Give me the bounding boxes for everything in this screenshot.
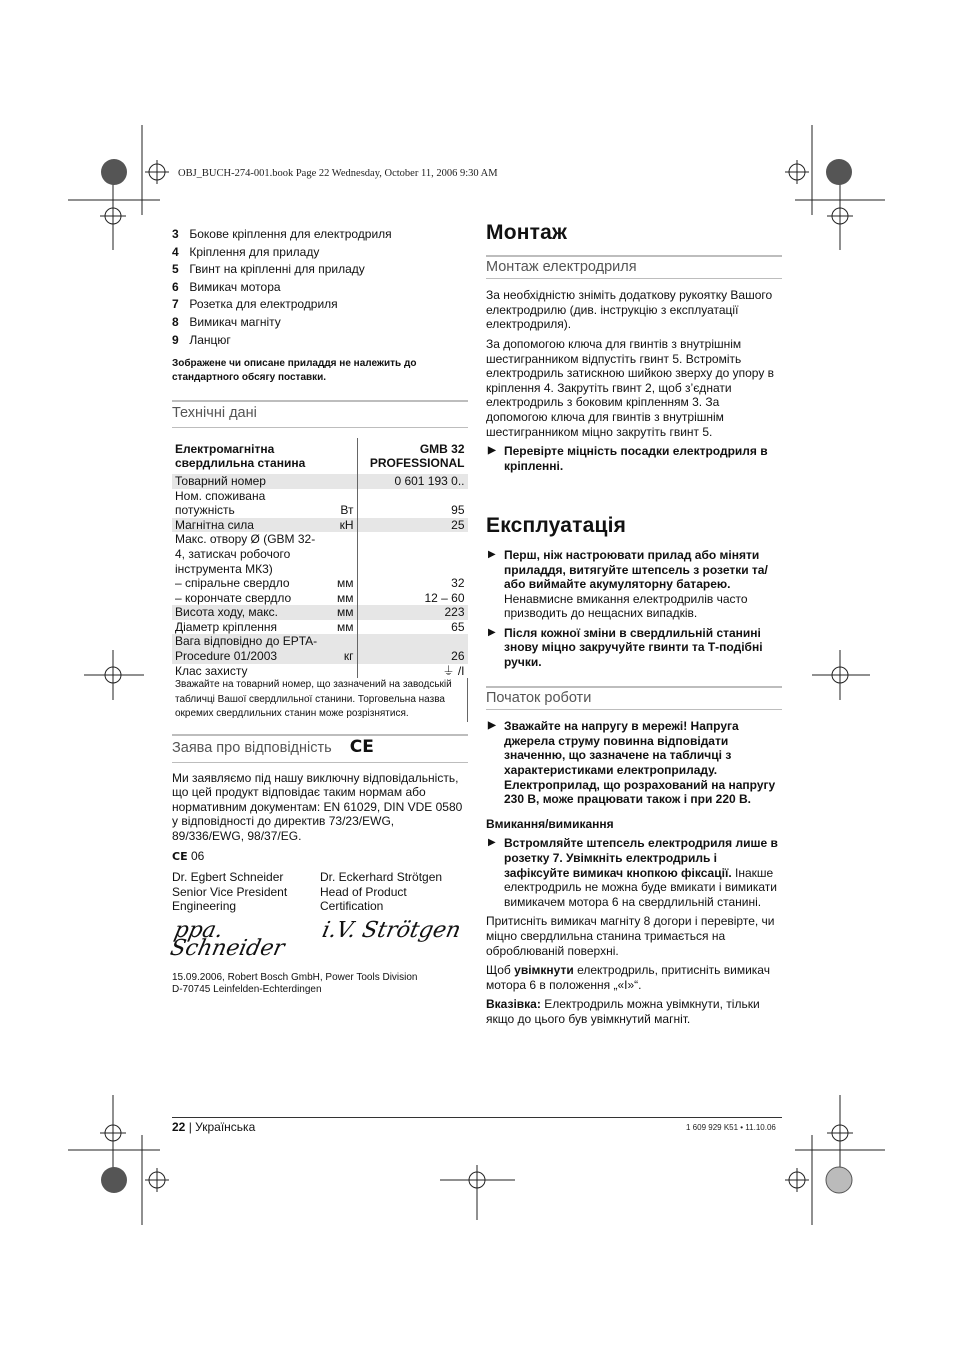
list-item: 3 Бокове кріплення для електродриля [172, 227, 392, 241]
registration-disk-icon [101, 159, 127, 185]
bullet-triangle-icon: ▶ [488, 548, 496, 560]
footer-page-label: 22 | Українська [172, 1120, 256, 1134]
registration-disk-icon [826, 1167, 852, 1193]
company-address: 15.09.2006, Robert Bosch GmbH, Power Tools Division D-70745 Leinfelden-Echterdingen [172, 971, 418, 995]
table-row: – спіральне свердло мм 32 [175, 576, 465, 591]
onoff-paragraph: Щоб увімкнути електродриль, притисніть вимикач мотора 6 в положення „«I»“. [486, 963, 770, 992]
signature-1: ppa. Schneider [168, 917, 287, 961]
onoff-note: Вказівка: Електродриль можна увімкнути, тільки якщо до цього був увімкнутий магніт. [486, 997, 760, 1026]
table-row: Електромагнітна свердлильна станина GMB 32 PROFESSIONAL [172, 438, 468, 474]
registration-disk-icon [101, 1167, 127, 1193]
left-column [168, 226, 468, 996]
table-row: Ном. споживана потужність Вт 95 [175, 488, 465, 518]
list-item: 9 Ланцюг [172, 332, 231, 347]
exploit-bullet: ▶ Після кожної зміни в свердлильній станині знову міцно закручуйте гвинти та Т-подібні ручки. [488, 625, 763, 670]
parts-list [172, 226, 468, 349]
table-row: – корончате свердло мм 12 – 60 [175, 590, 465, 605]
registration-disk-icon [826, 159, 852, 185]
start-heading: Початок роботи [486, 686, 782, 711]
book-header: OBJ_BUCH-274-001.book Page 22 Wednesday, October 11, 2006 9:30 AM [178, 168, 498, 179]
bullet-triangle-icon: ▶ [488, 720, 496, 732]
ce-mark-small-icon: CE [172, 849, 188, 863]
montage-title: Монтаж [486, 221, 568, 244]
table-row [172, 678, 468, 722]
table-row: Магнітна сила кН 25 [172, 518, 468, 533]
list-item: 7 Розетка для електродриля [172, 297, 338, 312]
table-row: Клас захисту ⏚ /I [175, 663, 465, 678]
conformity-heading: Заява про відповідність CE [172, 734, 468, 763]
footer-code: 1 609 929 K51 • 11.10.06 [686, 1123, 776, 1132]
table-row: Діаметр кріплення мм 65 [175, 619, 465, 634]
footer-rule [172, 1117, 782, 1118]
signer-1: Dr. Egbert Schneider Senior Vice President Engineering [172, 870, 288, 914]
table-row: Вага відповідно до EPTA-Procedure 01/2003 кг 26 [172, 634, 468, 663]
bullet-triangle-icon: ▶ [488, 626, 496, 638]
signature-2: i.V. Strötgen [319, 917, 463, 943]
onoff-heading: Вмикання/вимикання [486, 816, 614, 831]
list-item: 5 Гвинт на кріпленні для приладу [172, 262, 365, 277]
conformity-text: Ми заявляємо під нашу виключну відповідальність, що цей продукт відповідає таким нормам або нормативним документам: EN 61029, DIN VDE 0580 у відповідності до директив 73/23/EWG, 89/336/EWG, 98/37/EG. [172, 770, 463, 843]
accessory-note: Зображене чи описане приладдя не належить до стандартного обсягу поставки. [172, 358, 417, 383]
table-row: Товарний номер 0 601 193 0.. [172, 474, 468, 489]
list-item: 4 Кріплення для приладу [172, 244, 320, 259]
start-bullet: ▶ Зважайте на напругу в мережі! Напруга джерела струму повинна відповідати значенню, що зазначене на табличці з характеристиками електроприладу. Електроприлад, що розрахований на напругу 230 В, може працювати також і при 220 В. [488, 719, 776, 807]
tech-data-heading: Технічні дані [172, 400, 468, 428]
onoff-paragraph: Притисніть вимикач магніту 8 догори і перевірте, чи міцно свердлильна станина тримається на оброблюваній поверхні. [486, 914, 775, 958]
ce-mark-icon: CE [349, 737, 374, 758]
list-item: 6 Вимикач мотора [172, 279, 281, 294]
bullet-triangle-icon: ▶ [488, 837, 496, 849]
list-item: 8 Вимикач магніту [172, 314, 281, 329]
signatures [168, 917, 468, 962]
ce-year: 06 [190, 848, 205, 863]
signers [172, 870, 468, 914]
spec-table [172, 438, 468, 722]
table-row: Макс. отвору Ø (GBM 32-4, затискач робочого інструмента МК3) [172, 532, 468, 576]
spec-note: Зважайте на товарний номер, що зазначений на заводській табличці Вашої свердлильної станини. Торговельна назва окремих свердлильних станин може розрізнятися. [172, 678, 468, 722]
signer-2: Dr. Eckerhard Strötgen Head of Product Certification [320, 870, 443, 914]
montage-bullet: ▶ Перевірте міцність посадки електродриля в кріпленні. [488, 444, 768, 473]
right-column [486, 221, 782, 1032]
bullet-triangle-icon: ▶ [488, 445, 496, 457]
montage-subheading: Монтаж електродриля [486, 255, 782, 280]
montage-paragraph: За необхідністю зніміть додаткову рукоятку Вашого електродрилю (див. інструкцію з експлуатації електродриля). [486, 288, 773, 332]
exploit-bullet: ▶ Перш, ніж настроювати прилад або міняти приладдя, витягуйте штепсель з розетки та/або виймайте акумуляторну батарею. Ненавмисне вмикання електродрилів часто призводить до нещасних випадків. [488, 547, 768, 621]
montage-paragraph: За допомогою ключа для гвинтів з внутрішнім шестигранником відпустіть гвинт 5. Встроміть електродриль затискною шийкою зверху до упору в кріплення 4. Закрутіть гвинт 2, щоб з’єднати електродриль з боковим кріпленням 3. За допомогою ключа для гвинтів з внутрішнім шестигранником міцно закрутіть гвинт 5. [486, 336, 775, 439]
onoff-bullet: ▶ Встромляйте штепсель електродриля лише в розетку 7. Увімкніть електродриль і зафіксуйте вимикач кнопкою фіксації. Інакше електродриль не можна буде вмикати і вимикати вимикачем мотора 6 на свердлильній станині. [488, 836, 778, 909]
table-row: Висота ходу, макс. мм 223 [172, 605, 468, 620]
exploit-title: Експлуатація [486, 514, 627, 538]
